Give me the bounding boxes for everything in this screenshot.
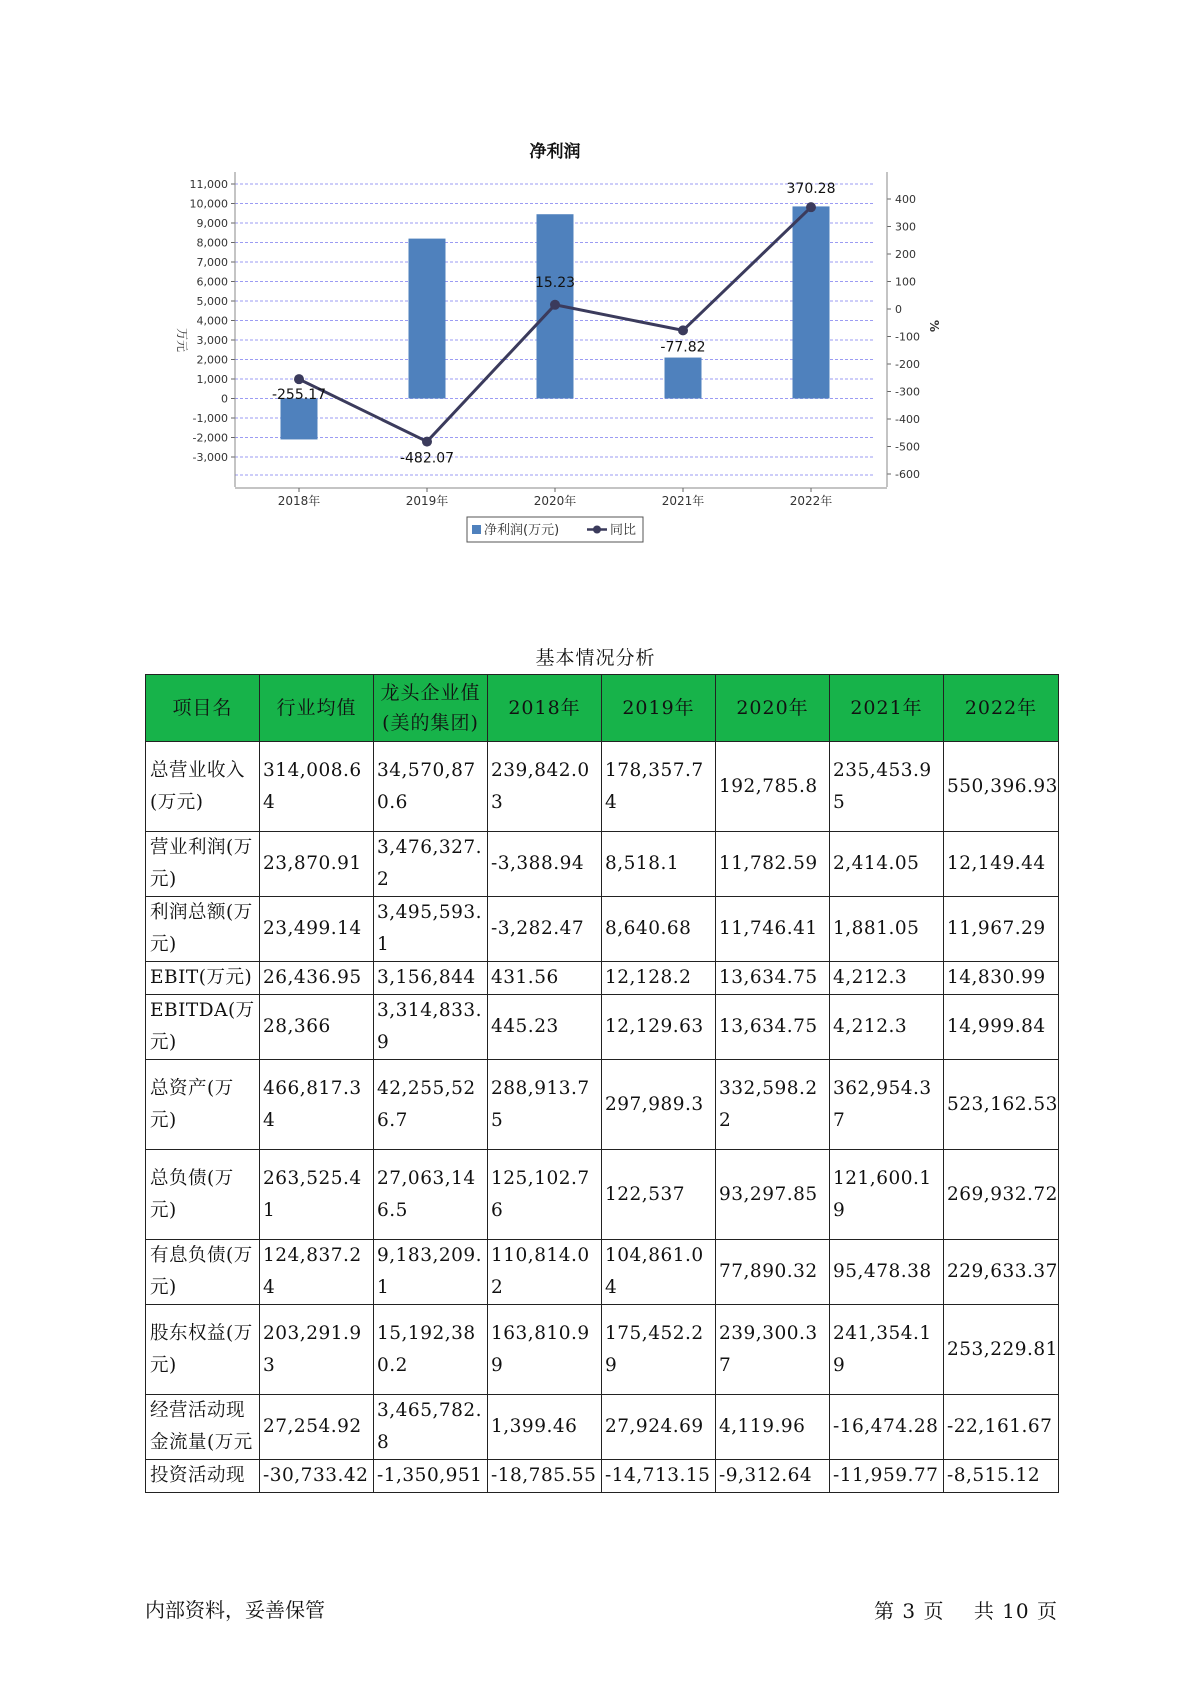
row-label-cell: EBIT(万元) — [146, 962, 260, 995]
row-label-cell: 总营业收入(万元) — [146, 742, 260, 832]
chart-title: 净利润 — [529, 142, 581, 162]
table-cell: 288,913.75 — [488, 1060, 602, 1150]
table-cell: 3,465,782.8 — [374, 1395, 488, 1460]
bar — [409, 239, 446, 399]
table-cell: 26,436.95 — [260, 962, 374, 995]
table-row — [146, 1460, 1059, 1493]
table-cell: 3,495,593.1 — [374, 897, 488, 962]
yoy-point — [806, 202, 816, 212]
header-cell: 龙头企业值(美的集团) — [374, 675, 488, 742]
table-cell: 77,890.32 — [716, 1240, 830, 1305]
left-tick-label: 1,000 — [196, 373, 228, 386]
table-row — [146, 832, 1059, 897]
table-cell: 27,254.92 — [260, 1395, 374, 1460]
yoy-data-label: -482.07 — [399, 450, 455, 467]
table-cell: 332,598.22 — [716, 1060, 830, 1150]
table-row — [146, 995, 1059, 1060]
table-cell: 15,192,380.2 — [374, 1305, 488, 1395]
table-row — [146, 1395, 1059, 1460]
table-cell: 314,008.64 — [260, 742, 374, 832]
bar — [665, 358, 702, 399]
header-cell: 2022年 — [944, 675, 1059, 742]
x-tick-label: 2018年 — [277, 494, 321, 508]
table-cell: 9,183,209.1 — [374, 1240, 488, 1305]
table-cell: 12,129.63 — [602, 995, 716, 1060]
right-tick-label: 200 — [895, 248, 916, 261]
legend-bar-swatch — [472, 525, 481, 534]
table-cell: 125,102.76 — [488, 1150, 602, 1240]
yoy-data-label: -77.82 — [660, 339, 706, 356]
chart-legend — [467, 517, 643, 542]
header-cell: 项目名 — [146, 675, 260, 742]
yoy-point — [550, 300, 560, 310]
left-tick-label: 3,000 — [196, 334, 228, 347]
right-tick-label: -100 — [895, 330, 920, 344]
table-cell: -3,388.94 — [488, 832, 602, 897]
right-tick-label: -200 — [895, 358, 920, 371]
table-cell: 11,746.41 — [716, 897, 830, 962]
table-cell: -9,312.64 — [716, 1460, 830, 1493]
header-cell: 2020年 — [716, 675, 830, 742]
yoy-data-label: -255.17 — [271, 387, 327, 404]
table-row — [146, 742, 1059, 832]
table-cell: 4,119.96 — [716, 1395, 830, 1460]
header-cell: 行业均值 — [260, 675, 374, 742]
yoy-data-label: 370.28 — [786, 181, 836, 198]
x-tick-label: 2022年 — [789, 494, 833, 508]
table-row — [146, 1240, 1059, 1305]
table-cell: 253,229.81 — [944, 1305, 1059, 1395]
right-tick-label: -300 — [895, 385, 920, 399]
left-tick-label: -1,000 — [192, 412, 228, 425]
page-total: 共 10 页 — [973, 1599, 1058, 1623]
table-cell: 11,967.29 — [944, 897, 1059, 962]
yoy-point — [294, 374, 304, 384]
table-row — [146, 962, 1059, 995]
left-tick-label: 6,000 — [196, 275, 228, 289]
x-tick-label: 2019年 — [405, 494, 449, 508]
table-cell: 95,478.38 — [830, 1240, 944, 1305]
table-cell: 297,989.3 — [602, 1060, 716, 1150]
table-cell: 14,830.99 — [944, 962, 1059, 995]
table-cell: 362,954.37 — [830, 1060, 944, 1150]
yoy-point — [678, 325, 688, 335]
row-label-cell: 股东权益(万元) — [146, 1305, 260, 1395]
table-cell: 3,156,844 — [374, 962, 488, 995]
left-tick-label: 4,000 — [196, 314, 228, 328]
table-cell: 550,396.93 — [944, 742, 1059, 832]
table-cell: 11,782.59 — [716, 832, 830, 897]
table-cell: 42,255,526.7 — [374, 1060, 488, 1150]
table-cell: -3,282.47 — [488, 897, 602, 962]
table-cell: 121,600.19 — [830, 1150, 944, 1240]
footer-confidential-note: 内部资料，妥善保管 — [145, 1598, 325, 1622]
left-tick-label: 2,000 — [196, 353, 228, 367]
table-cell: 14,999.84 — [944, 995, 1059, 1060]
left-tick-label: 8,000 — [196, 236, 228, 250]
right-tick-label: 0 — [895, 303, 902, 316]
legend-bar-label: 净利润(万元) — [484, 523, 560, 538]
table-cell: -22,161.67 — [944, 1395, 1059, 1460]
row-label-cell: 总资产(万元) — [146, 1060, 260, 1150]
table-cell: -8,515.12 — [944, 1460, 1059, 1493]
table-cell: 12,149.44 — [944, 832, 1059, 897]
x-tick-label: 2020年 — [533, 494, 577, 508]
table-cell: 12,128.2 — [602, 962, 716, 995]
table-cell: -30,733.42 — [260, 1460, 374, 1493]
table-row — [146, 897, 1059, 962]
table-cell: 4,212.3 — [830, 962, 944, 995]
header-cell: 2021年 — [830, 675, 944, 742]
table-cell: 124,837.24 — [260, 1240, 374, 1305]
left-tick-label: -2,000 — [192, 431, 228, 445]
table-cell: 4,212.3 — [830, 995, 944, 1060]
left-tick-label: -3,000 — [192, 451, 228, 464]
right-tick-label: 400 — [895, 193, 916, 206]
left-tick-label: 7,000 — [196, 256, 228, 269]
row-label-cell: 有息负债(万元) — [146, 1240, 260, 1305]
yoy-point — [422, 437, 432, 447]
left-tick-label: 9,000 — [196, 217, 228, 230]
table-cell: 178,357.74 — [602, 742, 716, 832]
right-tick-label: -500 — [895, 440, 920, 454]
table-cell: 27,063,146.5 — [374, 1150, 488, 1240]
table-cell: -14,713.15 — [602, 1460, 716, 1493]
page-current: 第 3 页 — [874, 1599, 945, 1623]
row-label-cell: 投资活动现 — [146, 1460, 260, 1493]
left-tick-label: 11,000 — [189, 178, 228, 191]
right-tick-label: -600 — [895, 468, 920, 481]
table-cell: -1,350,951 — [374, 1460, 488, 1493]
table-cell: 93,297.85 — [716, 1150, 830, 1240]
table-cell: 175,452.29 — [602, 1305, 716, 1395]
row-label-cell: EBITDA(万元) — [146, 995, 260, 1060]
table-cell: 1,881.05 — [830, 897, 944, 962]
left-axis-label: 万元 — [175, 328, 189, 353]
table-cell: 192,785.8 — [716, 742, 830, 832]
row-label-cell: 总负债(万元) — [146, 1150, 260, 1240]
bar — [281, 399, 318, 440]
table-cell: -11,959.77 — [830, 1460, 944, 1493]
legend-line-label: 同比 — [610, 523, 637, 538]
right-tick-label: -400 — [895, 413, 920, 426]
table-cell: 229,633.37 — [944, 1240, 1059, 1305]
row-label-cell: 经营活动现金流量(万元 — [146, 1395, 260, 1460]
table-cell: 27,924.69 — [602, 1395, 716, 1460]
table-cell: 122,537 — [602, 1150, 716, 1240]
footer-page-number — [866, 1595, 1058, 1624]
table-cell: 3,314,833.9 — [374, 995, 488, 1060]
left-tick-label: 5,000 — [196, 295, 228, 308]
table-cell: 431.56 — [488, 962, 602, 995]
table-cell: 1,399.46 — [488, 1395, 602, 1460]
table-cell: 28,366 — [260, 995, 374, 1060]
table-cell: 235,453.95 — [830, 742, 944, 832]
table-cell: 269,932.72 — [944, 1150, 1059, 1240]
table-row — [146, 1305, 1059, 1395]
right-tick-label: 100 — [895, 275, 916, 289]
table-cell: 263,525.41 — [260, 1150, 374, 1240]
right-axis-label: % — [927, 320, 941, 333]
right-tick-label: 300 — [895, 220, 916, 234]
table-cell: 3,476,327.2 — [374, 832, 488, 897]
left-tick-label: 10,000 — [189, 197, 228, 211]
bar — [793, 206, 830, 398]
table-cell: 2,414.05 — [830, 832, 944, 897]
yoy-data-label: 15.23 — [534, 274, 576, 291]
table-cell: 239,842.03 — [488, 742, 602, 832]
table-title: 基本情况分析 — [535, 647, 656, 669]
table-row — [146, 1060, 1059, 1150]
x-tick-label: 2021年 — [661, 494, 705, 508]
table-cell: 241,354.19 — [830, 1305, 944, 1395]
analysis-table — [145, 674, 1059, 1493]
row-label-cell: 营业利润(万元) — [146, 832, 260, 897]
table-cell: 34,570,870.6 — [374, 742, 488, 832]
legend-line-marker — [593, 526, 601, 534]
table-cell: 13,634.75 — [716, 962, 830, 995]
table-cell: 23,870.91 — [260, 832, 374, 897]
left-tick-label: 0 — [221, 392, 228, 406]
table-cell: 8,518.1 — [602, 832, 716, 897]
table-cell: 104,861.04 — [602, 1240, 716, 1305]
table-cell: 23,499.14 — [260, 897, 374, 962]
table-cell: 163,810.99 — [488, 1305, 602, 1395]
row-label-cell: 利润总额(万元) — [146, 897, 260, 962]
net-profit-chart — [170, 130, 1050, 600]
table-row — [146, 1150, 1059, 1240]
table-cell: 523,162.53 — [944, 1060, 1059, 1150]
header-cell: 2019年 — [602, 675, 716, 742]
table-cell: -16,474.28 — [830, 1395, 944, 1460]
table-cell: 13,634.75 — [716, 995, 830, 1060]
table-cell: 8,640.68 — [602, 897, 716, 962]
table-cell: 445.23 — [488, 995, 602, 1060]
table-header-row — [146, 675, 1059, 742]
header-cell: 2018年 — [488, 675, 602, 742]
table-cell: -18,785.55 — [488, 1460, 602, 1493]
table-cell: 239,300.37 — [716, 1305, 830, 1395]
table-cell: 110,814.02 — [488, 1240, 602, 1305]
table-cell: 203,291.93 — [260, 1305, 374, 1395]
table-cell: 466,817.34 — [260, 1060, 374, 1150]
